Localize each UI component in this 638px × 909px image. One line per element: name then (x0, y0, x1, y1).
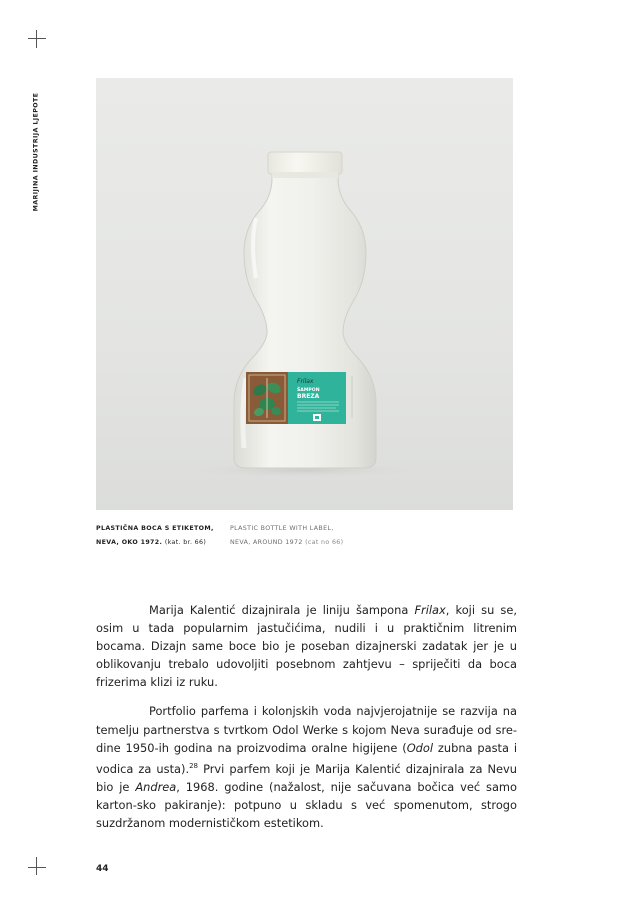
caption-hr-line2: NEVA, OKO 1972. (kat. br. 66) (96, 539, 207, 546)
paragraph-1: Marija Kalentić dizajnirala je liniju šampona Frilax, koji su se, osim u tada popularnim jastučićima, nudili i u praktičnim litrenim bocama. Dizajn same boce bio je poseban dizajnerski zadatak jer je u oblikovanju trebalo udovoljiti posebnom zahtjevu – spriječiti da boca frizerima klizi iz ruku. (96, 603, 517, 690)
crop-mark-top (28, 30, 46, 48)
running-head (31, 92, 41, 212)
crop-mark-bottom (28, 857, 46, 875)
running-head-text: MARIJINA INDUSTRIJA LJEPOTE (32, 92, 40, 212)
caption-croatian (96, 522, 226, 550)
caption-english (230, 522, 390, 550)
page-number: 44 (96, 864, 109, 874)
label-brand: Frilax (297, 378, 314, 385)
caption-en-line2: NEVA, AROUND 1972 (cat no 66) (230, 539, 344, 546)
caption-hr-cat: (kat. br. 66) (164, 539, 207, 546)
paragraph-2: Portfolio parfema i kolonjskih voda najvjerojatnije se razvija na temelju partnerstva s tvrtkom Odol Werke s kojom Neva surađuje od sre-dine 1950-ih godina na proizvodima oralne higijene (Odol zubna pasta i vodica za usta).$^{28}$ Prvi parfem koji je Marija Kalentić dizajnirala za Nevu bio je Andrea, 1968. godine (nažalost, nije sačuvana bočica već samo karton-sko pakiranje): potpuno u skladu s već spomenutom, strogo suzdržanom modernističkom estetikom. (96, 704, 518, 830)
bottle-photo (96, 78, 513, 510)
bottle-label (246, 372, 346, 424)
caption-en-line1: PLASTIC BOTTLE WITH LABEL, (230, 525, 334, 532)
label-name: BREZA (297, 393, 320, 400)
caption-en-cat: (cat no 66) (305, 539, 344, 546)
bottle-cap (268, 152, 342, 174)
caption-hr-line1: PLASTIČNA BOCA S ETIKETOM, (96, 525, 214, 532)
body-text (96, 601, 517, 843)
label-line: ŠAMPON (297, 388, 320, 393)
footnote-ref-28: 28 (189, 761, 199, 770)
